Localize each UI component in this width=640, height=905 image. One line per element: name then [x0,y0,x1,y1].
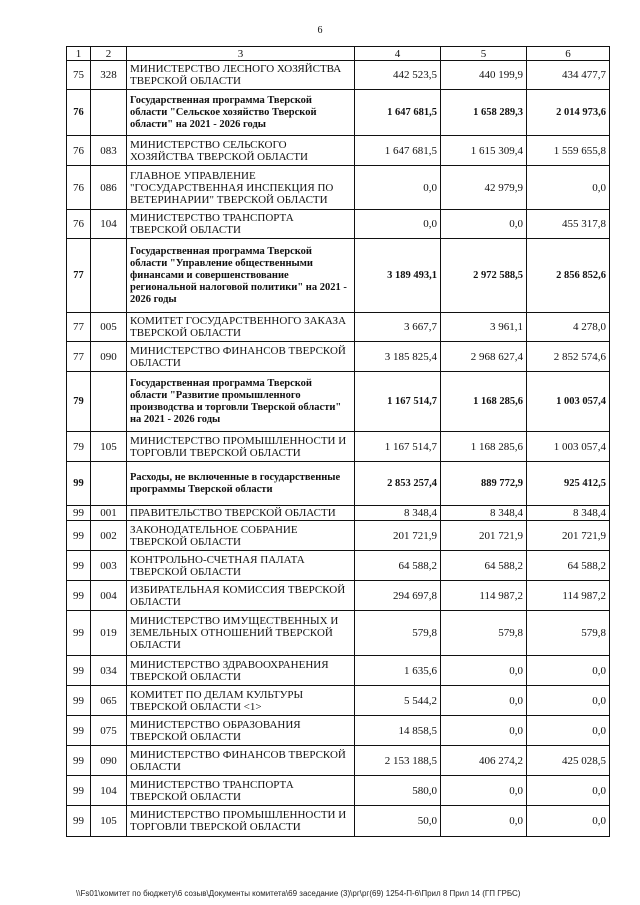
table-row [67,61,610,90]
table-row [67,136,610,166]
program-code-cell: 76 [67,90,91,136]
amount-col6-cell: 1 003 057,4 [527,372,610,432]
amount-col4-cell: 2 153 188,5 [355,746,441,776]
department-code-cell: 034 [91,656,127,686]
amount-col4-cell: 201 721,9 [355,521,441,551]
program-code-cell: 99 [67,686,91,716]
table-row [67,656,610,686]
table-row [67,166,610,210]
amount-col6-cell: 1 559 655,8 [527,136,610,166]
column-header: 1 [67,47,91,61]
amount-col4-cell: 3 667,7 [355,313,441,342]
amount-col5-cell: 0,0 [441,716,527,746]
amount-col6-cell: 425 028,5 [527,746,610,776]
program-code-cell: 99 [67,551,91,581]
amount-col5-cell: 114 987,2 [441,581,527,611]
table-row [67,581,610,611]
amount-col4-cell: 50,0 [355,806,441,837]
department-code-cell: 065 [91,686,127,716]
amount-col6-cell: 0,0 [527,686,610,716]
name-cell: Государственная программа Тверской области "Сельское хозяйство Тверской области" на 2021 - 2026 годы [127,90,355,136]
table-row [67,342,610,372]
page-number: 6 [317,25,323,36]
table-row [67,806,610,837]
amount-col4-cell: 2 853 257,4 [355,462,441,506]
amount-col5-cell: 1 168 285,6 [441,432,527,462]
column-header: 6 [527,47,610,61]
amount-col5-cell: 406 274,2 [441,746,527,776]
amount-col6-cell: 0,0 [527,166,610,210]
column-header: 4 [355,47,441,61]
program-code-cell: 99 [67,581,91,611]
table-header-row [67,47,610,61]
name-cell: КОМИТЕТ ГОСУДАРСТВЕННОГО ЗАКАЗА ТВЕРСКОЙ ОБЛАСТИ [127,313,355,342]
program-row [67,239,610,313]
table-row [67,776,610,806]
program-row [67,90,610,136]
department-code-cell: 105 [91,432,127,462]
amount-col6-cell: 8 348,4 [527,506,610,521]
amount-col4-cell: 1 167 514,7 [355,372,441,432]
amount-col4-cell: 580,0 [355,776,441,806]
program-code-cell: 77 [67,239,91,313]
department-code-cell [91,372,127,432]
amount-col6-cell: 0,0 [527,656,610,686]
amount-col6-cell: 2 856 852,6 [527,239,610,313]
amount-col4-cell: 3 189 493,1 [355,239,441,313]
program-code-cell: 99 [67,462,91,506]
file-path-footer: \\Fs01\комитет по бюджету\6 созыв\Документы комитета\69 заседание (3)\рг\рг(69) 1254-П-6\Прил 8 Прил 14 (ГП ГРБС) [76,889,521,898]
table-row [67,746,610,776]
amount-col6-cell: 0,0 [527,716,610,746]
amount-col6-cell: 201 721,9 [527,521,610,551]
name-cell: КОНТРОЛЬНО-СЧЕТНАЯ ПАЛАТА ТВЕРСКОЙ ОБЛАСТИ [127,551,355,581]
name-cell: МИНИСТЕРСТВО ОБРАЗОВАНИЯ ТВЕРСКОЙ ОБЛАСТИ [127,716,355,746]
table-row [67,551,610,581]
table-row [67,716,610,746]
department-code-cell: 090 [91,342,127,372]
amount-col4-cell: 8 348,4 [355,506,441,521]
table-body [67,61,610,837]
department-code-cell: 004 [91,581,127,611]
name-cell: МИНИСТЕРСТВО СЕЛЬСКОГО ХОЗЯЙСТВА ТВЕРСКОЙ ОБЛАСТИ [127,136,355,166]
column-header: 3 [127,47,355,61]
amount-col4-cell: 1 635,6 [355,656,441,686]
amount-col4-cell: 294 697,8 [355,581,441,611]
name-cell: МИНИСТЕРСТВО ПРОМЫШЛЕННОСТИ И ТОРГОВЛИ ТВЕРСКОЙ ОБЛАСТИ [127,806,355,837]
amount-col5-cell: 2 972 588,5 [441,239,527,313]
amount-col6-cell: 1 003 057,4 [527,432,610,462]
amount-col4-cell: 0,0 [355,166,441,210]
program-code-cell: 79 [67,432,91,462]
program-code-cell: 77 [67,342,91,372]
department-code-cell [91,90,127,136]
amount-col6-cell: 114 987,2 [527,581,610,611]
table-row [67,210,610,239]
department-code-cell: 104 [91,210,127,239]
program-code-cell: 77 [67,313,91,342]
amount-col5-cell: 2 968 627,4 [441,342,527,372]
program-code-cell: 99 [67,746,91,776]
program-code-cell: 75 [67,61,91,90]
name-cell: ИЗБИРАТЕЛЬНАЯ КОМИССИЯ ТВЕРСКОЙ ОБЛАСТИ [127,581,355,611]
name-cell: ГЛАВНОЕ УПРАВЛЕНИЕ "ГОСУДАРСТВЕННАЯ ИНСПЕКЦИЯ ПО ВЕТЕРИНАРИИ" ТВЕРСКОЙ ОБЛАСТИ [127,166,355,210]
program-code-cell: 99 [67,611,91,656]
department-code-cell: 005 [91,313,127,342]
table-row [67,611,610,656]
table-row [67,521,610,551]
name-cell: ЗАКОНОДАТЕЛЬНОЕ СОБРАНИЕ ТВЕРСКОЙ ОБЛАСТИ [127,521,355,551]
amount-col6-cell: 2 014 973,6 [527,90,610,136]
amount-col5-cell: 440 199,9 [441,61,527,90]
name-cell: МИНИСТЕРСТВО ТРАНСПОРТА ТВЕРСКОЙ ОБЛАСТИ [127,776,355,806]
department-code-cell [91,462,127,506]
amount-col4-cell: 0,0 [355,210,441,239]
amount-col5-cell: 201 721,9 [441,521,527,551]
column-header: 5 [441,47,527,61]
amount-col6-cell: 925 412,5 [527,462,610,506]
budget-table [66,46,610,837]
column-header: 2 [91,47,127,61]
department-code-cell: 090 [91,746,127,776]
amount-col5-cell: 1 168 285,6 [441,372,527,432]
name-cell: КОМИТЕТ ПО ДЕЛАМ КУЛЬТУРЫ ТВЕРСКОЙ ОБЛАСТИ <1> [127,686,355,716]
name-cell: МИНИСТЕРСТВО ЛЕСНОГО ХОЗЯЙСТВА ТВЕРСКОЙ ОБЛАСТИ [127,61,355,90]
department-code-cell: 075 [91,716,127,746]
amount-col6-cell: 0,0 [527,806,610,837]
amount-col6-cell: 2 852 574,6 [527,342,610,372]
program-code-cell: 76 [67,166,91,210]
department-code-cell: 001 [91,506,127,521]
program-code-cell: 99 [67,776,91,806]
table-row [67,506,610,521]
amount-col4-cell: 14 858,5 [355,716,441,746]
amount-col4-cell: 3 185 825,4 [355,342,441,372]
name-cell: Государственная программа Тверской области "Управление общественными финансами и совершенствование региональной налоговой политики" на 2021 - 2026 годы [127,239,355,313]
name-cell: МИНИСТЕРСТВО ЗДРАВООХРАНЕНИЯ ТВЕРСКОЙ ОБЛАСТИ [127,656,355,686]
amount-col5-cell: 889 772,9 [441,462,527,506]
department-code-cell: 328 [91,61,127,90]
name-cell: Государственная программа Тверской области "Развитие промышленного производства и торговли Тверской области" на 2021 - 2026 годы [127,372,355,432]
table-row [67,313,610,342]
amount-col6-cell: 455 317,8 [527,210,610,239]
amount-col5-cell: 1 658 289,3 [441,90,527,136]
amount-col6-cell: 64 588,2 [527,551,610,581]
table-row [67,432,610,462]
department-code-cell: 104 [91,776,127,806]
program-row [67,462,610,506]
amount-col6-cell: 4 278,0 [527,313,610,342]
name-cell: МИНИСТЕРСТВО ФИНАНСОВ ТВЕРСКОЙ ОБЛАСТИ [127,746,355,776]
amount-col5-cell: 0,0 [441,806,527,837]
department-code-cell: 003 [91,551,127,581]
amount-col5-cell: 64 588,2 [441,551,527,581]
program-code-cell: 99 [67,656,91,686]
amount-col4-cell: 1 647 681,5 [355,90,441,136]
program-code-cell: 99 [67,506,91,521]
program-row [67,372,610,432]
amount-col4-cell: 1 167 514,7 [355,432,441,462]
amount-col5-cell: 0,0 [441,776,527,806]
amount-col6-cell: 0,0 [527,776,610,806]
amount-col6-cell: 579,8 [527,611,610,656]
department-code-cell: 002 [91,521,127,551]
department-code-cell [91,239,127,313]
amount-col5-cell: 42 979,9 [441,166,527,210]
amount-col5-cell: 0,0 [441,686,527,716]
program-code-cell: 99 [67,521,91,551]
amount-col5-cell: 0,0 [441,656,527,686]
department-code-cell: 083 [91,136,127,166]
amount-col4-cell: 442 523,5 [355,61,441,90]
amount-col5-cell: 0,0 [441,210,527,239]
department-code-cell: 086 [91,166,127,210]
name-cell: МИНИСТЕРСТВО ТРАНСПОРТА ТВЕРСКОЙ ОБЛАСТИ [127,210,355,239]
department-code-cell: 105 [91,806,127,837]
department-code-cell: 019 [91,611,127,656]
name-cell: ПРАВИТЕЛЬСТВО ТВЕРСКОЙ ОБЛАСТИ [127,506,355,521]
amount-col5-cell: 3 961,1 [441,313,527,342]
amount-col4-cell: 579,8 [355,611,441,656]
table-row [67,686,610,716]
program-code-cell: 76 [67,136,91,166]
program-code-cell: 99 [67,716,91,746]
amount-col6-cell: 434 477,7 [527,61,610,90]
name-cell: МИНИСТЕРСТВО ИМУЩЕСТВЕННЫХ И ЗЕМЕЛЬНЫХ ОТНОШЕНИЙ ТВЕРСКОЙ ОБЛАСТИ [127,611,355,656]
program-code-cell: 76 [67,210,91,239]
program-code-cell: 79 [67,372,91,432]
name-cell: МИНИСТЕРСТВО ПРОМЫШЛЕННОСТИ И ТОРГОВЛИ ТВЕРСКОЙ ОБЛАСТИ [127,432,355,462]
amount-col5-cell: 1 615 309,4 [441,136,527,166]
program-code-cell: 99 [67,806,91,837]
amount-col5-cell: 8 348,4 [441,506,527,521]
amount-col4-cell: 1 647 681,5 [355,136,441,166]
name-cell: МИНИСТЕРСТВО ФИНАНСОВ ТВЕРСКОЙ ОБЛАСТИ [127,342,355,372]
amount-col4-cell: 64 588,2 [355,551,441,581]
amount-col5-cell: 579,8 [441,611,527,656]
amount-col4-cell: 5 544,2 [355,686,441,716]
name-cell: Расходы, не включенные в государственные программы Тверской области [127,462,355,506]
